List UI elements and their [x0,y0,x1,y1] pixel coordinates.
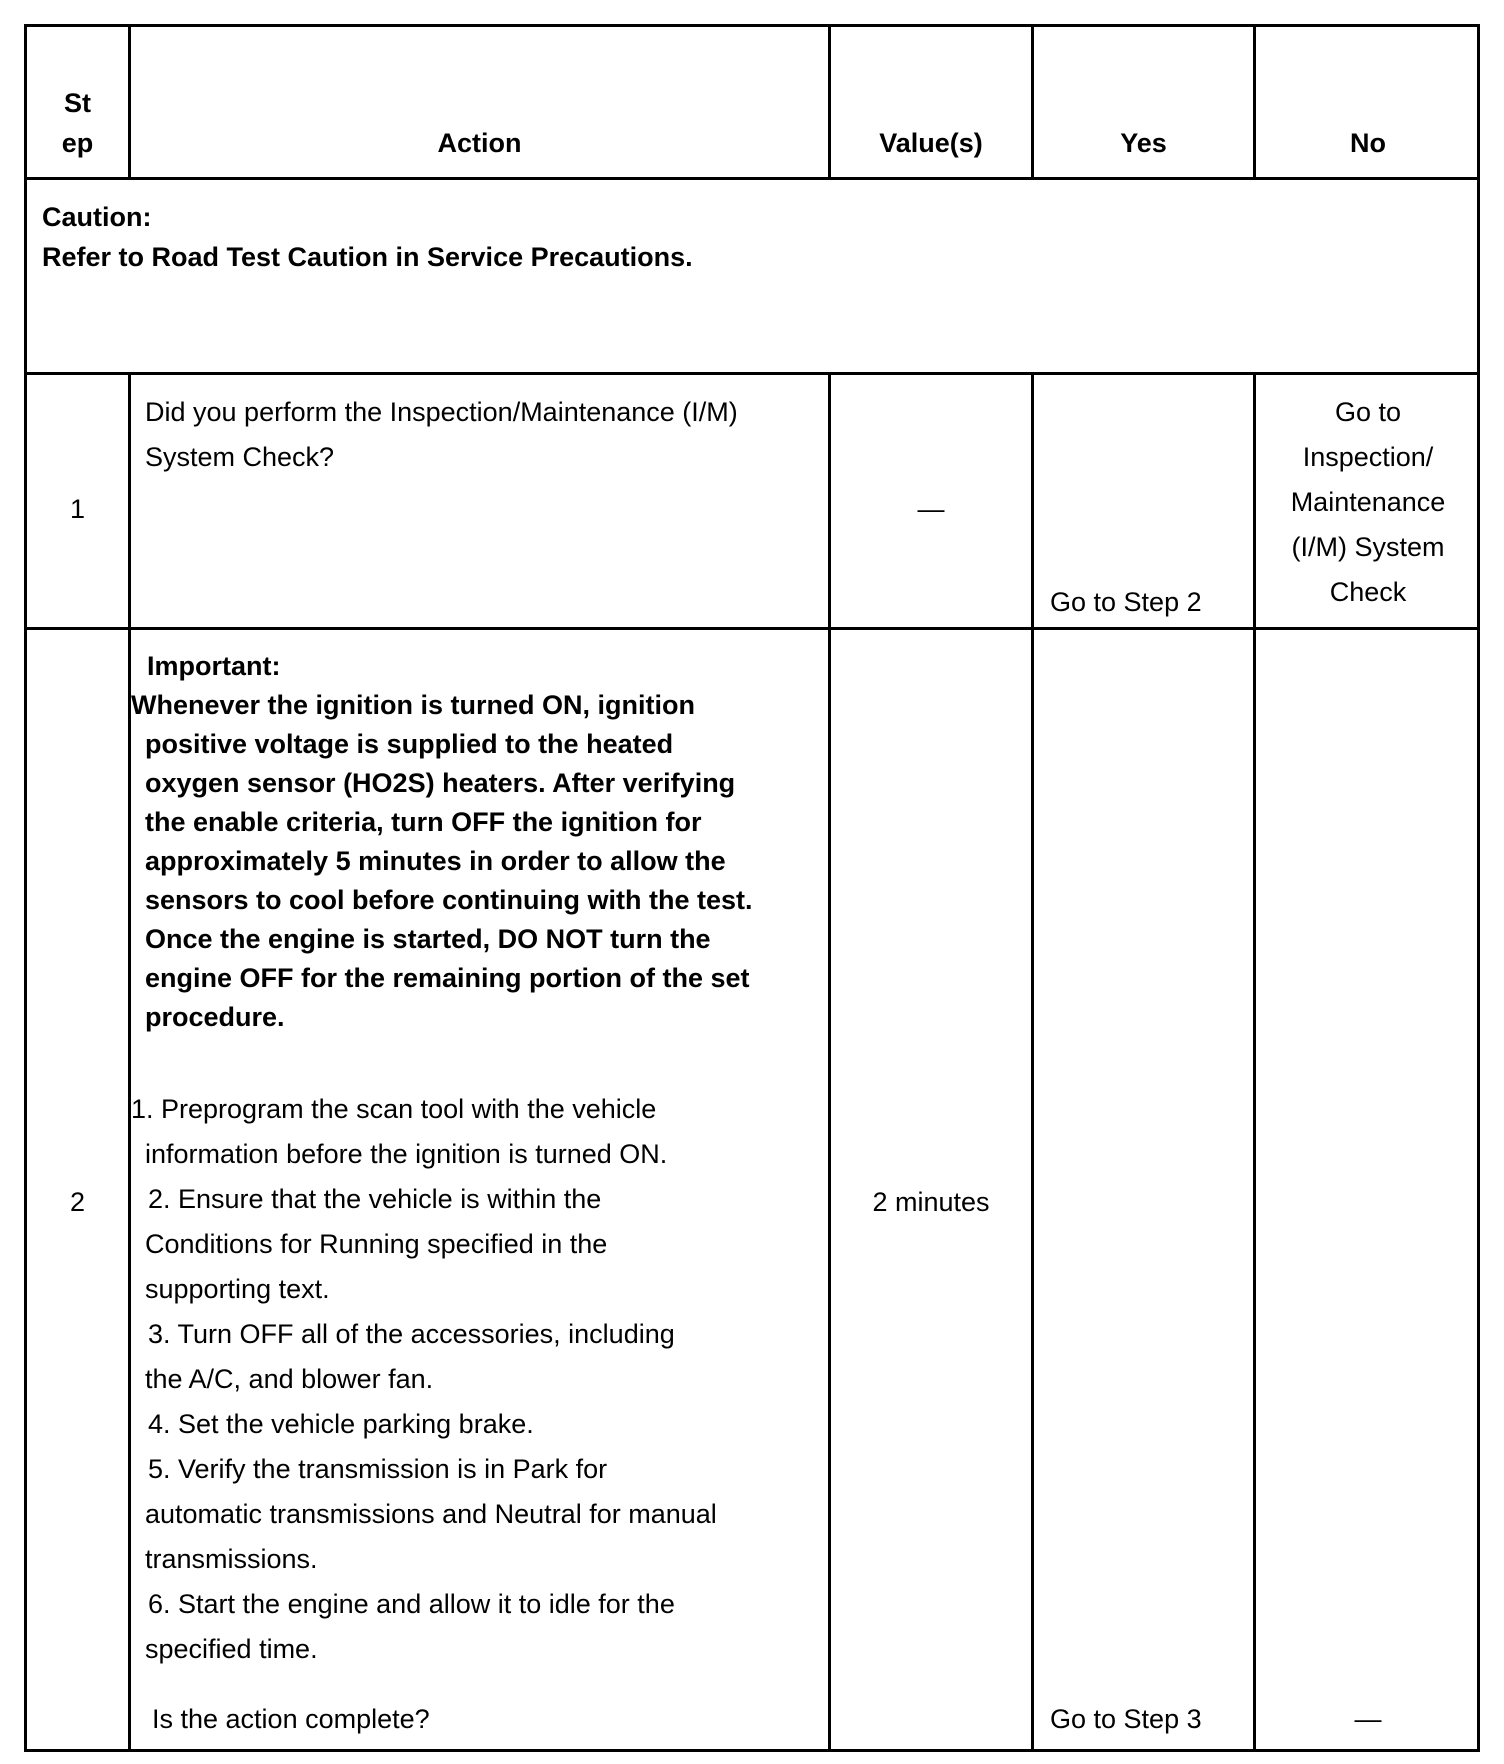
procedure-steps: information before the ignition is turned ON. 2. Ensure that the vehicle is within the Conditions for Running specified in the supporting text. 3. Turn OFF all of the accessories, including the A/C, and blower fan. 4. Set the vehicle parking brake. 5. Verify the transmission is in Park for automatic transmissions and Neutral for manual transmissions. 6. Start the engine and allow it to idle for the specified time. [145,1139,717,1664]
header-no: No [1350,128,1386,158]
row1-step: 1 [69,494,86,524]
row2-step: 2 [69,1187,86,1217]
row2-question: Is the action complete? [152,1704,430,1734]
header-step: St ep [61,88,94,158]
important-first-line: Whenever the ignition is turned ON, ignition [131,690,695,720]
header-values: Value(s) [879,128,983,158]
important-title: Important: [147,651,281,681]
row1-yes: Go to Step 2 [1050,587,1202,617]
row1-action: Did you perform the Inspection/Maintenance (I/M) System Check? [145,397,738,472]
procedure-step-1a: 1. Preprogram the scan tool with the vehicle [131,1094,657,1124]
header-divider [27,177,1477,180]
row1-divider [27,627,1477,630]
caution-text: Refer to Road Test Caution in Service Precautions. [42,242,693,272]
important-note: positive voltage is supplied to the heated oxygen sensor (HO2S) heaters. After verifying the enable criteria, turn OFF the ignition for approximately 5 minutes in order to allow the sensors to cool before continuing with the test. Once the engine is started, DO NOT turn the engine OFF for the remaining portion of the set procedure. [145,729,753,1032]
value-col-divider [1031,372,1034,1749]
action-col-divider [828,372,831,1749]
diagnostic-table [24,24,1480,1752]
caution-divider [27,372,1477,375]
row2-no: — [1354,1704,1382,1734]
caution-title: Caution: [42,202,152,232]
header-action: Action [437,128,522,158]
step-col-divider [128,372,131,1749]
row1-value: — [917,494,945,524]
header-yes: Yes [1120,128,1167,158]
row2-value: 2 minutes [872,1187,990,1217]
row1-no: Go to Inspection/ Maintenance (I/M) System Check [1290,397,1446,607]
row2-yes: Go to Step 3 [1050,1704,1202,1734]
